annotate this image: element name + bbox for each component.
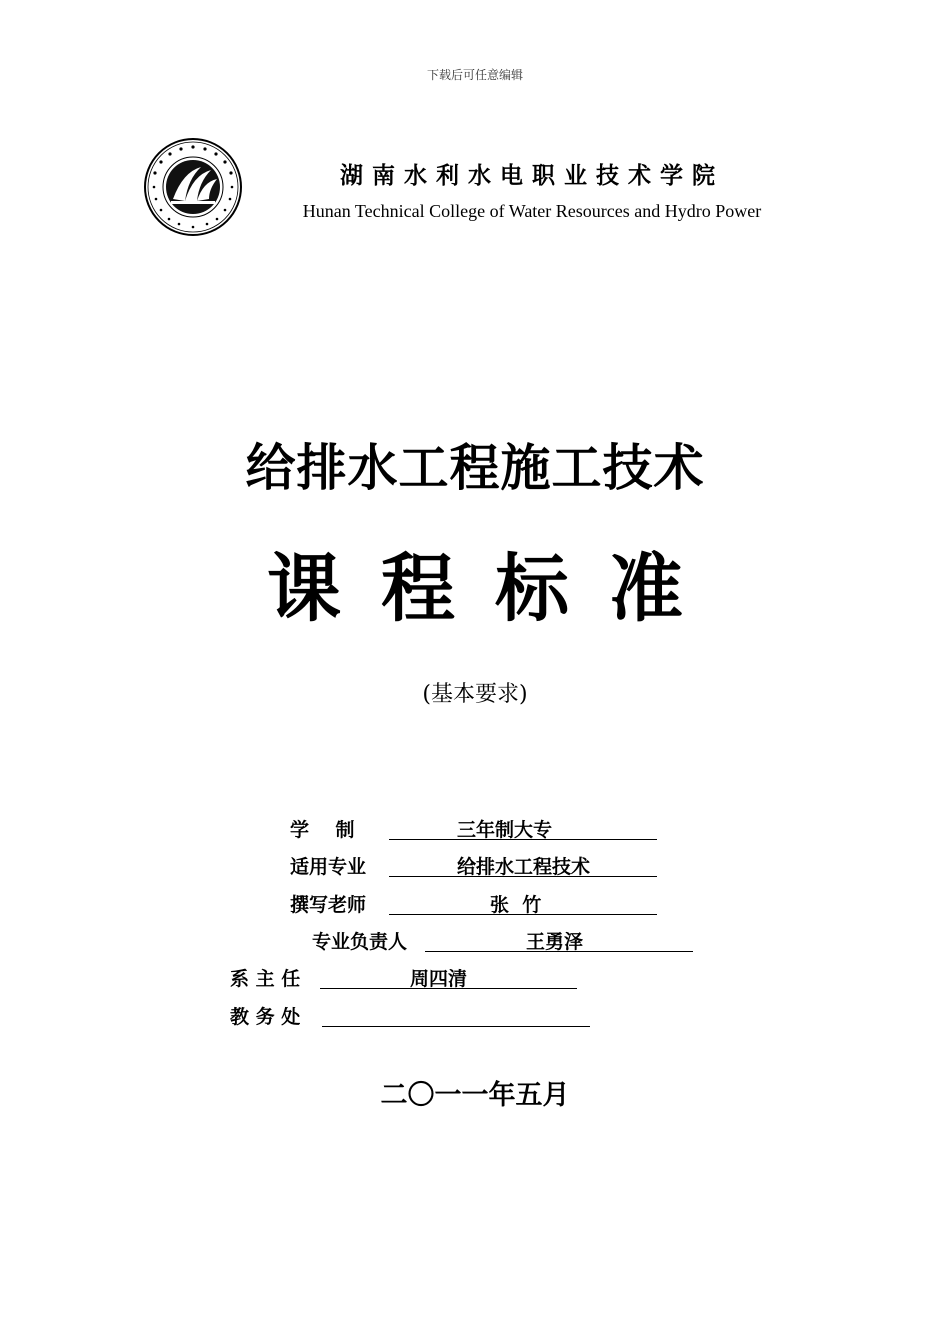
field-system-value: 三年制大专 bbox=[457, 819, 553, 841]
field-office-label: 教 务 处 bbox=[230, 1006, 301, 1028]
field-writer-label: 撰写老师 bbox=[290, 894, 367, 916]
field-writer-value: 张 竹 bbox=[490, 894, 542, 916]
field-office bbox=[230, 1002, 594, 1030]
course-title: 给排水工程施工技术 bbox=[245, 438, 705, 497]
field-leader-label: 专业负责人 bbox=[312, 931, 408, 953]
college-name-cn: 湖南水利水电职业技术学院 bbox=[340, 162, 724, 189]
field-major-value: 给排水工程技术 bbox=[457, 856, 591, 878]
field-director-label: 系 主 任 bbox=[230, 968, 301, 990]
field-leader bbox=[312, 927, 696, 955]
college-name-en: Hunan Technical College of Water Resources and Hydro Power bbox=[302, 201, 762, 221]
field-leader-value: 王勇泽 bbox=[526, 931, 584, 953]
field-system bbox=[290, 815, 660, 843]
field-director-value: 周四清 bbox=[410, 968, 468, 990]
field-writer bbox=[290, 890, 660, 918]
college-seal-icon bbox=[143, 137, 243, 237]
field-director bbox=[230, 964, 580, 992]
subtitle: (基本要求) bbox=[422, 682, 528, 707]
field-office-underline bbox=[322, 1002, 590, 1027]
download-note: 下载后可任意编辑 bbox=[426, 68, 523, 82]
field-major-label: 适用专业 bbox=[290, 856, 367, 878]
document-type-title: 课程标准 bbox=[267, 546, 723, 632]
field-system-label: 学 制 bbox=[290, 819, 355, 841]
field-major bbox=[290, 852, 660, 880]
document-date: 二〇一一年五月 bbox=[380, 1080, 570, 1111]
college-seal-logo bbox=[143, 137, 243, 237]
